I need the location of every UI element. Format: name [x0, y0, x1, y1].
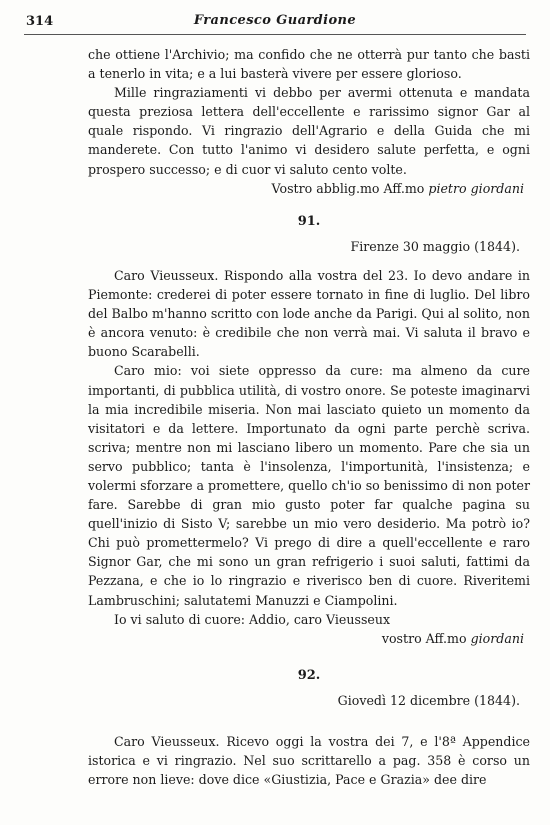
letter-number-92: 92.	[297, 667, 321, 683]
letter-number-91: 91.	[297, 213, 321, 229]
page-number: 314	[26, 14, 54, 29]
letter-90-signature	[88, 179, 530, 198]
letter-91-paragraph-1: Caro Vieusseux. Rispondo alla vostra del 23. Io devo andare in Piemonte: crederei di poter essere tornato in fine di luglio. Del libro del Balbo m'hanno scritto con lode anche da Parigi. Qui al solito, non è ancora venuto: è credibile che non verrà mai. Vi saluta il bravo e buono Scarabelli.	[88, 267, 530, 360]
letter-90-continuation: che ottiene l'Archivio; ma confido che ne otterrà pur tanto che basti a tenerlo in vita; e a lui basterà vivere per essere glorioso.	[88, 47, 530, 82]
signature-prefix: vostro Aff.mo	[381, 630, 467, 646]
signature-name: giordani	[470, 630, 524, 646]
letter-92-date: Giovedì 12 dicembre (1844).	[337, 692, 520, 708]
letter-90-paragraph: Mille ringraziamenti vi debbo per avermi ottenuta e mandata questa preziosa lettera dell'eccellente e rarissimo signor Gar al quale rispondo. Vi ringrazio dell'Agrario e della Guida che mi manderete. Con tutto l'animo vi desidero salute perfetta, e ogni prospero successo; e di cuor vi saluto cento volte.	[88, 85, 530, 177]
spacer	[88, 256, 530, 266]
letter-92-paragraph-1: Caro Vieusseux. Ricevo oggi la vostra dei 7, e l'8ª Appendice istorica e vi ringrazio. Nel suo scrittarello a pag. 358 è corso un errore non lieve: dove dice «Giustizia, Pace e Grazia» dee dire	[88, 734, 530, 788]
letter-91-date: Firenze 30 maggio (1844).	[350, 238, 520, 254]
letter-91-paragraph-2: Caro mio: voi siete oppresso da cure: ma almeno da cure importanti, di pubblica utilità, di vostro onore. Se poteste imaginarvi la mia incredibile miseria. Non mai lasciato quieto un momento da visitatori e da lettere. Importunato da ogni parte perchè scriva. scriva; mentre non mi lasciano libero un momento. Pare che sia un servo pubblico; tanta è l'insolenza, l'importunità, l'insistenza; e volermi sforzare a promettere, quello ch'io so benissimo di non poter fare. Sarebbe di gran mio gusto poter far qualche pagina su quell'inizio di Sisto V; sarebbe un mio vero desiderio. Ma potrò io? Chi può promettermelo? Vi prego di dire a quell'eccellente e raro Signor Gar, che mi sono un gran refrigerio i suoi saluti, fattimi da Pezzana, e che io lo ringrazio e riverisco ben di cuore. Riveritemi Lambruschini; salutatemi Manuzzi e Ciampolini.	[88, 363, 530, 608]
letter-91-signature	[88, 629, 530, 648]
page-body	[88, 45, 530, 789]
header-rule	[24, 34, 526, 35]
signature-name: pietro giordani	[428, 180, 524, 196]
running-title: Francesco Guardione	[193, 13, 357, 28]
letter-91-closing: Io vi saluto di cuore: Addio, caro Vieusseux	[114, 611, 391, 627]
spacer	[88, 710, 530, 732]
page-header	[24, 12, 526, 34]
signature-prefix: Vostro abblig.mo Aff.mo	[271, 180, 425, 196]
